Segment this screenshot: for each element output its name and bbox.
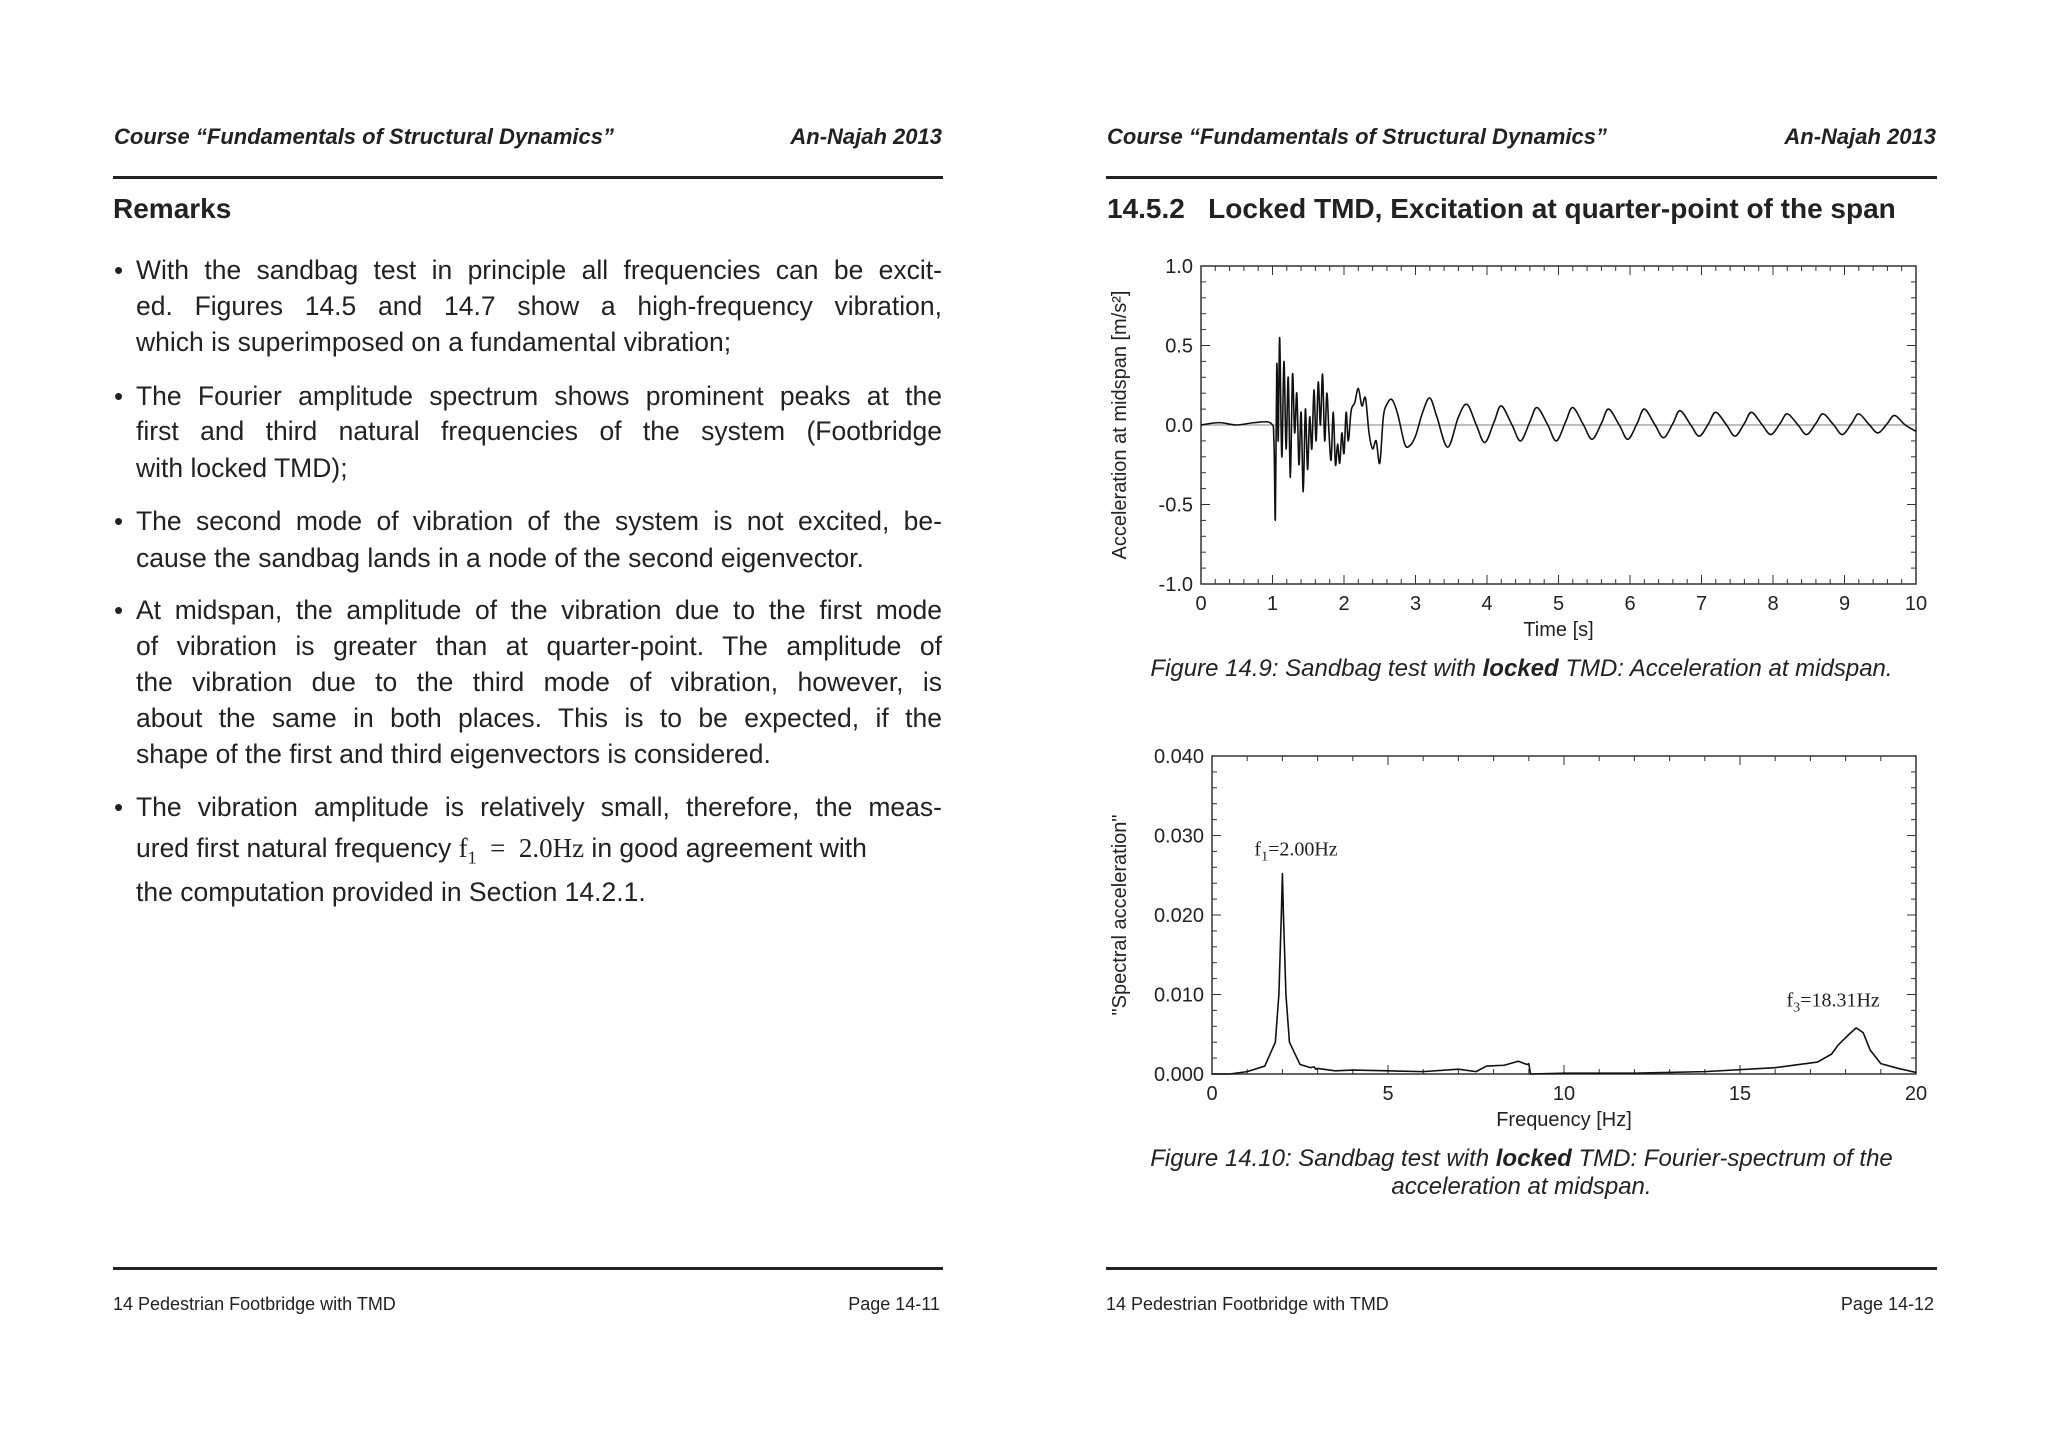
remark-line: With the sandbag test in principle all frequencies can be excit- (136, 255, 942, 285)
spectrum-peak-annotation: $f_3=18.31Hz$ (1786, 989, 1880, 1016)
left-footer-page: Page 14-11 (848, 1294, 940, 1314)
accel-y-tick-label: -1.0 (1158, 574, 1193, 596)
remark-line: first and third natural frequencies of the system (Footbridge (136, 416, 942, 446)
remark-line: the vibration due to the third mode of vibration, however, is (136, 667, 942, 697)
right-footer-page: Page 14-12 (1840, 1294, 1934, 1314)
formula-f1: $f_1 = 2.0Hz$ (458, 833, 585, 868)
caption-text: Figure 14.9: Sandbag test with (1150, 655, 1483, 682)
remark-line: the computation provided in Section 14.2.1. (136, 877, 646, 907)
accel-x-axis-label: Time [s] (1523, 619, 1594, 641)
spectrum-x-axis-label: Frequency [Hz] (1496, 1109, 1632, 1131)
accel-x-tick-label: 9 (1838, 593, 1851, 615)
remark-line: about the same in both places. This is to be expected, if the (136, 703, 942, 733)
left-header-right: An-Najah 2013 (790, 124, 942, 149)
remark-text: in good agreement with (584, 833, 867, 863)
bullet-icon: • (114, 792, 124, 822)
accel-x-tick-label: 4 (1481, 593, 1493, 615)
accel-x-tick-label: 8 (1767, 593, 1779, 615)
bullet-icon: • (114, 255, 124, 285)
accel-series-line (1201, 337, 1916, 520)
caption-text: Figure 14.10: Sandbag test with (1150, 1145, 1496, 1172)
spectrum-x-tick-label: 15 (1728, 1083, 1752, 1105)
left-heading: Remarks (113, 193, 232, 224)
section-heading: 14.5.2 Locked TMD, Excitation at quarter-point of the span (1107, 193, 1896, 224)
spectrum-x-tick-label: 0 (1206, 1083, 1218, 1105)
spectrum-y-tick-label: 0.040 (1153, 746, 1204, 768)
accel-x-tick-label: 5 (1552, 593, 1565, 615)
remark-line: which is superimposed on a fundamental vibration; (136, 327, 732, 357)
right-header-title: Course “Fundamentals of Structural Dynamics” (1107, 124, 1607, 149)
accel-y-tick-label: 0.0 (1165, 415, 1193, 437)
spectrum-x-tick-label: 5 (1382, 1083, 1394, 1105)
accel-x-tick-label: 3 (1409, 593, 1422, 615)
accel-y-tick-label: 0.5 (1165, 335, 1193, 358)
remark-line: with locked TMD); (136, 453, 348, 483)
remark-line: cause the sandbag lands in a node of the second eigenvector. (136, 543, 864, 573)
accel-x-tick-label: 0 (1195, 593, 1207, 615)
caption-text: TMD: Fourier-spectrum of the (1571, 1145, 1893, 1172)
accel-y-tick-label: -0.5 (1158, 494, 1193, 517)
left-header-title: Course “Fundamentals of Structural Dynamics” (114, 124, 614, 149)
accel-x-tick-label: 10 (1904, 593, 1928, 615)
spectrum-y-tick-label: 0.000 (1153, 1064, 1204, 1086)
remark-text: ured first natural frequency (136, 833, 459, 863)
left-footer-left: 14 Pedestrian Footbridge with TMD (113, 1294, 396, 1314)
accel-x-tick-label: 1 (1266, 593, 1279, 615)
spectrum-y-axis-label: "Spectral acceleration" (1109, 814, 1131, 1016)
remark-line: shape of the first and third eigenvectors is considered. (136, 739, 771, 769)
bullet-icon: • (114, 595, 124, 625)
spectrum-peak-annotation: $f_1=2.00Hz$ (1254, 838, 1338, 865)
caption-text: acceleration at midspan. (1391, 1173, 1652, 1200)
spectrum-y-tick-label: 0.020 (1153, 905, 1204, 927)
accel-x-tick-label: 6 (1624, 593, 1636, 615)
accel-y-axis-label: Acceleration at midspan [m/s²] (1109, 290, 1131, 560)
spectrum-x-tick-label: 20 (1904, 1083, 1928, 1105)
accel-x-tick-label: 7 (1695, 593, 1708, 615)
caption-bold: locked (1495, 1145, 1572, 1172)
remark-line: The second mode of vibration of the system is not excited, be- (136, 506, 942, 536)
remark-line: The Fourier amplitude spectrum shows prominent peaks at the (136, 381, 942, 411)
spectrum-series-line (1212, 874, 1916, 1074)
right-header-right: An-Najah 2013 (1784, 124, 1936, 149)
accel-y-tick-label: 1.0 (1165, 256, 1193, 278)
spectrum-y-tick-label: 0.010 (1153, 984, 1204, 1007)
right-footer-left: 14 Pedestrian Footbridge with TMD (1106, 1294, 1389, 1314)
caption-text: TMD: Acceleration at midspan. (1558, 655, 1893, 682)
remark-line: ed. Figures 14.5 and 14.7 show a high-frequency vibration, (136, 291, 942, 321)
bullet-icon: • (114, 506, 124, 536)
spectrum-x-tick-label: 10 (1552, 1083, 1576, 1105)
remark-line: At midspan, the amplitude of the vibration due to the first mode (136, 595, 942, 625)
remark-line: The vibration amplitude is relatively small, therefore, the meas- (136, 792, 942, 822)
remark-line: of vibration is greater than at quarter-point. The amplitude of (136, 631, 942, 661)
spectrum-plot-frame (1212, 756, 1916, 1074)
accel-x-tick-label: 2 (1338, 593, 1350, 615)
spectrum-y-tick-label: 0.030 (1153, 825, 1204, 848)
caption-bold: locked (1482, 655, 1559, 682)
bullet-icon: • (114, 381, 124, 411)
